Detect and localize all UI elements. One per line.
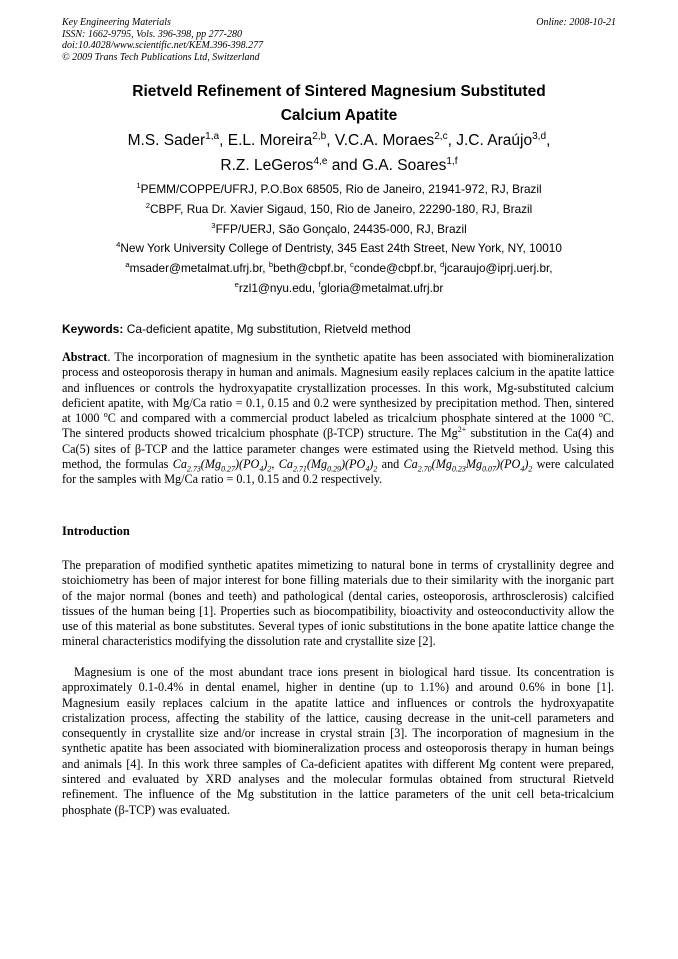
- paper-title: [62, 80, 616, 128]
- online-date: Online: 2008-10-21: [536, 17, 616, 28]
- author-sup: 1,a: [205, 130, 220, 142]
- affiliation: [62, 220, 616, 240]
- affiliation-sup: 3: [211, 220, 216, 230]
- author-and: and: [331, 157, 358, 174]
- author-line-1: M.S. Sader$^{1,a}$, E.L. Moreira$^{2,b}$, V.C.A. Moraes$^{2,c}$, J.C. Araújo$^{3,d}$,: [127, 130, 551, 149]
- author-line-2: [62, 153, 616, 178]
- keywords-text: Ca-deficient apatite, Mg substitution, Rietveld method: [126, 322, 411, 336]
- author-sup: 1,f: [446, 155, 458, 167]
- affiliation-text: PEMM/COPPE/UFRJ, P.O.Box 68505, Rio de Janeiro, 21941-972, RJ, Brazil: [140, 182, 542, 196]
- paragraph: Magnesium is one of the most abundant trace ions present in biological hard tissue. Its concentration is approximately 0.1-0.4% in dental enamel, higher in dentine (up to 1.1%) and around 0.6% in bone [1]. Magnesium easily replaces calcium in the apatite lattice and influences or controls the hydroxyapatite cristalization process, affecting the stability of the lattice, causing decrease in the unit-cell parameters and consequently in crystallite size and/or increase in crystal strain [3]. The incorporation of magnesium in the synthetic apatite has been associated with biomineralization process and osteoporosis therapy in human beings and animals [4]. In this work three samples of Ca-deficient apatites with different Mg content were prepared, sintered and evaluated by XRD analyses and the molecular formulas obtained from structural Rietveld refinement. The influence of the Mg substitution in the lattice parameters of the unit cell beta-tricalcium phosphate (β-TCP) was evaluated.: [62, 665, 614, 817]
- section-heading: Introduction: [62, 524, 130, 538]
- author-sup: 4,e: [313, 155, 328, 167]
- paragraph: The preparation of modified synthetic apatites mimetizing to natural bone in terms of crystallinity degree and stoichiometry has been of major interest for bone filling materials due to their similarity with the inorganic part of the major normal (bones and teeth) and pathological (dental caries, osteoporosis, arthrosclerosis) calcified tissues of the human being [1]. Properties such as biocompatibility, bioactivity and osteoconductivity allow the use of this material as bone substitutes. Several types of ionic substitutions in the bone apatite lattice change the mineral characteristics modifying the dissolution rate and crystallite size [2].: [62, 558, 614, 649]
- affiliation-sup: 4: [116, 240, 121, 250]
- formula-1: $Ca_{2.73}(Mg_{0.27})(PO_4)_2$: [172, 457, 272, 474]
- affiliation-sup: 2: [145, 200, 150, 210]
- email[interactable]: msader@metalmat.ufrj.br,: [129, 261, 266, 276]
- title-line-2: Calcium Apatite: [280, 107, 398, 124]
- abstract-label: Abstract: [62, 350, 108, 364]
- email-line-2: $^e$rzl1@nyu.edu, $^f$gloria@metalmat.ufrj.br: [234, 280, 444, 295]
- author-name: E.L. Moreira: [227, 132, 313, 149]
- formula-3: $Ca_{2.70}(Mg_{0.23}Mg_{0.07})(PO_4)_2$: [403, 457, 533, 474]
- journal-name: Key Engineering Materials: [62, 17, 171, 28]
- affiliation: [62, 239, 616, 259]
- author-sup: 2,c: [434, 130, 448, 142]
- affiliations: [62, 180, 616, 299]
- affiliation: [62, 200, 616, 220]
- affiliation-text: FFP/UERJ, São Gonçalo, 24435-000, RJ, Brazil: [215, 221, 467, 236]
- email-line-1: $^a$msader@metalmat.ufrj.br, $^b$beth@cbpf.br, $^c$conde@cbpf.br, $^d$jcaraujo@iprj.uerj.br,: [125, 260, 553, 276]
- keywords: [62, 322, 616, 336]
- author-name: J.C. Araújo: [456, 132, 533, 149]
- author-sup: 2,b: [312, 130, 327, 142]
- title-line-1: Rietveld Refinement of Sintered Magnesium Substituted: [132, 83, 546, 100]
- email[interactable]: jcaraujo@iprj.uerj.br,: [444, 261, 553, 276]
- author-name: G.A. Soares: [361, 157, 447, 174]
- affiliation-text: CBPF, Rua Dr. Xavier Sigaud, 150, Rio de Janeiro, 22290-180, RJ, Brazil: [149, 201, 533, 216]
- author-name: V.C.A. Moraes: [334, 132, 435, 149]
- author-name: M.S. Sader: [127, 132, 206, 149]
- affiliation-sup: 1: [136, 181, 141, 191]
- copyright-line: © 2009 Trans Tech Publications Ltd, Switzerland: [62, 51, 260, 63]
- author-name: R.Z. LeGeros: [220, 157, 314, 174]
- keywords-label: Keywords:: [62, 322, 124, 336]
- journal-header: [62, 17, 263, 63]
- doi-line: doi:10.4028/www.scientific.net/KEM.396-398.277: [62, 40, 264, 51]
- author-list: [62, 128, 616, 178]
- email[interactable]: beth@cbpf.br,: [273, 261, 347, 276]
- email[interactable]: rzl1@nyu.edu,: [238, 280, 316, 295]
- formula-2: $Ca_{2.71}(Mg_{0.29})(PO_4)_2$: [278, 457, 378, 474]
- affiliation: [62, 180, 616, 200]
- affiliation-text: New York University College of Dentristy, 345 East 24th Street, New York, NY, 10010: [120, 241, 562, 256]
- email[interactable]: gloria@metalmat.ufrj.br: [320, 280, 444, 295]
- abstract: Abstract. The incorporation of magnesium in the synthetic apatite has been associated with biomineralization process and osteoporosis therapy in human and animals. Magnesium easily replaces calcium in the apatite lattice and influences or controls the hydroxyapatite crystallization processes. In this work, Mg-substituted calcium deficient apatite, with Mg/Ca ratio = 0.1, 0.15 and 0.2 were synthesized by precipitation method. Then, sintered at 1000 $^o$C and compared with a commercial product labeled as tricalcium phosphate sintered at the 1000 $^o$C. The sintered products showed tricalcium phosphate (β-TCP) structure. The $Mg^{2+}$ substitution in the Ca(4) and Ca(5) sites of β-TCP and the lattice parameter changes were estimated using the Rietveld method. Using this method, the formulas $Ca_{2.73}(Mg_{0.27})(PO_4)_2$, $Ca_{2.71}(Mg_{0.29})(PO_4)_2$ and $Ca_{2.70}(Mg_{0.23}Mg_{0.07})(PO_4)_2$ were calculated for the samples with Mg/Ca ratio = 0.1, 0.15 and 0.2 respectively.: [62, 350, 614, 487]
- issn-line: ISSN: 1662-9795, Vols. 396-398, pp 277-280: [62, 28, 242, 40]
- email[interactable]: conde@cbpf.br,: [353, 261, 437, 276]
- author-sup: 3,d: [532, 130, 547, 142]
